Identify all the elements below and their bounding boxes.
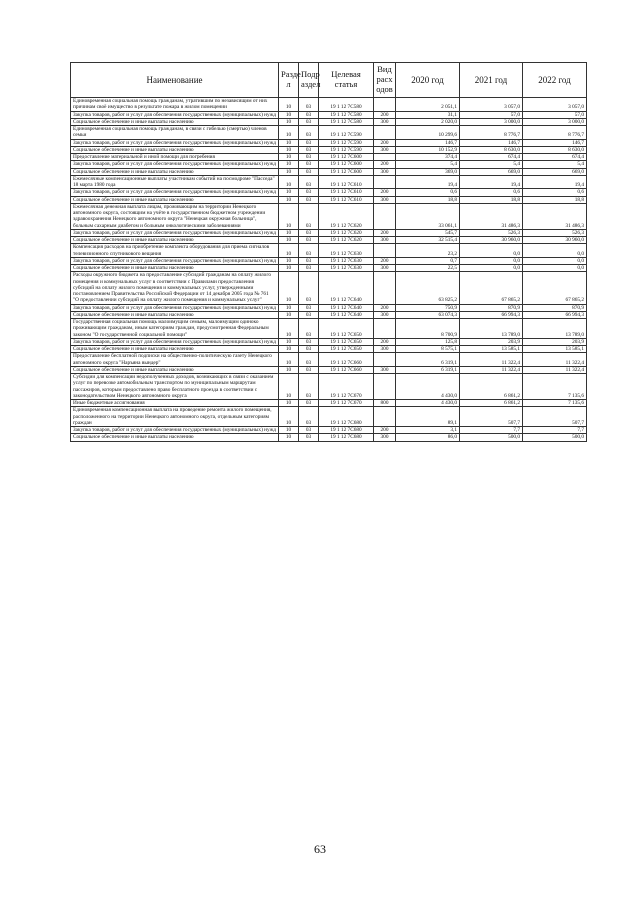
row-2020-cell: 369,0: [396, 168, 460, 175]
table-row: [71, 338, 587, 345]
row-expense-type-cell: [374, 98, 396, 112]
row-expense-type-cell: 200: [374, 189, 396, 196]
table-row: [71, 154, 587, 161]
row-target-cell: 19 1 12 7С620: [319, 229, 374, 236]
row-2022-cell: 30 960,0: [523, 237, 587, 244]
row-name-cell: Ежемесячные компенсационные выплаты участникам событий на посмодроме "Пасседа" 18 марта 1980 года: [71, 175, 279, 189]
row-expense-type-cell: 200: [374, 229, 396, 236]
col-header-2020: 2020 год: [396, 63, 460, 98]
row-section-cell: 10: [279, 244, 299, 258]
table-row: [71, 168, 587, 175]
row-2020-cell: 2 020,0: [396, 118, 460, 125]
row-2022-cell: 0,0: [523, 244, 587, 258]
row-expense-type-cell: [374, 272, 396, 304]
row-section-cell: 10: [279, 304, 299, 311]
row-2021-cell: 67 865,2: [460, 272, 523, 304]
row-target-cell: 19 1 12 7С630: [319, 244, 374, 258]
row-target-cell: 19 1 12 7С600: [319, 154, 374, 161]
col-header-2022: 2022 год: [523, 63, 587, 98]
row-2021-cell: 11 322,4: [460, 353, 523, 367]
row-2021-cell: 7,7: [460, 427, 523, 434]
table-row: [71, 139, 587, 146]
row-2021-cell: 31 486,3: [460, 203, 523, 229]
row-target-cell: 19 1 12 7С680: [319, 434, 374, 441]
row-2022-cell: 13 585,1: [523, 346, 587, 353]
row-2020-cell: 0,6: [396, 189, 460, 196]
row-section-cell: 10: [279, 346, 299, 353]
row-2020-cell: 4 430,0: [396, 374, 460, 400]
row-section-cell: 10: [279, 407, 299, 427]
row-subsection-cell: 03: [299, 111, 319, 118]
row-target-cell: 19 1 12 7С580: [319, 118, 374, 125]
table-row: [71, 175, 587, 189]
table-row: [71, 118, 587, 125]
row-section-cell: 10: [279, 400, 299, 407]
row-2020-cell: 146,7: [396, 139, 460, 146]
row-section-cell: 10: [279, 265, 299, 272]
row-name-cell: Закупка товаров, работ и услуг для обеспечения государственных (муниципальных) нужд: [71, 161, 279, 168]
row-2021-cell: 19,4: [460, 175, 523, 189]
row-subsection-cell: 03: [299, 229, 319, 236]
row-section-cell: 10: [279, 237, 299, 244]
row-subsection-cell: 03: [299, 139, 319, 146]
row-subsection-cell: 03: [299, 98, 319, 112]
row-2022-cell: 3 000,0: [523, 118, 587, 125]
row-2020-cell: 10 152,9: [396, 146, 460, 153]
row-target-cell: 19 1 12 7С640: [319, 304, 374, 311]
row-section-cell: 10: [279, 118, 299, 125]
table-row: [71, 98, 587, 112]
row-target-cell: 19 1 12 7С680: [319, 407, 374, 427]
row-target-cell: 19 1 12 7С620: [319, 203, 374, 229]
table-row: [71, 229, 587, 236]
row-section-cell: 10: [279, 338, 299, 345]
row-expense-type-cell: [374, 407, 396, 427]
row-2020-cell: 374,4: [396, 154, 460, 161]
row-section-cell: 10: [279, 111, 299, 118]
row-target-cell: 19 1 12 7С650: [319, 319, 374, 339]
row-target-cell: 19 1 12 7С650: [319, 346, 374, 353]
row-2022-cell: 526,3: [523, 229, 587, 236]
row-name-cell: Государственная социальная помощь малоимущим семьям, малоимущим одиноко проживающим гражданам, иным категориям граждан, предусмотренная Федеральным законом "О государственной социальной помощи": [71, 319, 279, 339]
row-subsection-cell: 03: [299, 272, 319, 304]
row-section-cell: 10: [279, 196, 299, 203]
table-row: [71, 366, 587, 373]
row-2020-cell: 18,8: [396, 196, 460, 203]
row-subsection-cell: 03: [299, 175, 319, 189]
row-2022-cell: 8 776,7: [523, 126, 587, 140]
row-expense-type-cell: [374, 203, 396, 229]
row-target-cell: 19 1 12 7С590: [319, 126, 374, 140]
row-2020-cell: 4 430,0: [396, 400, 460, 407]
row-name-cell: Закупка товаров, работ и услуг для обеспечения государственных (муниципальных) нужд: [71, 189, 279, 196]
row-2021-cell: 13 585,1: [460, 346, 523, 353]
row-expense-type-cell: [374, 374, 396, 400]
row-2021-cell: 5,4: [460, 161, 523, 168]
table-row: [71, 237, 587, 244]
row-expense-type-cell: [374, 353, 396, 367]
row-subsection-cell: 03: [299, 168, 319, 175]
row-name-cell: Социальное обеспечение и иные выплаты населению: [71, 366, 279, 373]
col-header-section: Разде л: [279, 63, 299, 98]
row-target-cell: 19 1 12 7С610: [319, 189, 374, 196]
row-section-cell: 10: [279, 319, 299, 339]
row-subsection-cell: 03: [299, 265, 319, 272]
row-2020-cell: 89,1: [396, 407, 460, 427]
row-2022-cell: 203,9: [523, 338, 587, 345]
row-2020-cell: 31,1: [396, 111, 460, 118]
row-2020-cell: 2 051,1: [396, 98, 460, 112]
row-expense-type-cell: [374, 244, 396, 258]
row-2022-cell: 0,6: [523, 189, 587, 196]
table-row: [71, 353, 587, 367]
row-2022-cell: 0,0: [523, 265, 587, 272]
row-target-cell: 19 1 12 7С640: [319, 272, 374, 304]
row-name-cell: Социальное обеспечение и иные выплаты населению: [71, 146, 279, 153]
row-target-cell: 19 1 12 7С580: [319, 111, 374, 118]
row-subsection-cell: 03: [299, 434, 319, 441]
row-target-cell: 19 1 12 7С680: [319, 427, 374, 434]
row-2021-cell: 3 000,0: [460, 118, 523, 125]
row-2021-cell: 66 994,3: [460, 311, 523, 318]
row-target-cell: 19 1 12 7С660: [319, 353, 374, 367]
row-name-cell: Закупка товаров, работ и услуг для обеспечения государственных (муниципальных) нужд: [71, 111, 279, 118]
row-2020-cell: 8 575,1: [396, 346, 460, 353]
row-expense-type-cell: 800: [374, 400, 396, 407]
row-2022-cell: 11 322,4: [523, 366, 587, 373]
row-subsection-cell: 03: [299, 161, 319, 168]
row-2021-cell: 526,3: [460, 229, 523, 236]
row-2020-cell: 10 299,6: [396, 126, 460, 140]
row-2020-cell: 33 061,1: [396, 203, 460, 229]
row-2021-cell: 0,6: [460, 189, 523, 196]
row-2022-cell: 66 994,3: [523, 311, 587, 318]
row-2022-cell: 870,9: [523, 304, 587, 311]
row-2021-cell: 0,0: [460, 265, 523, 272]
row-target-cell: 19 1 12 7С610: [319, 175, 374, 189]
row-subsection-cell: 03: [299, 346, 319, 353]
row-subsection-cell: 03: [299, 427, 319, 434]
row-2021-cell: 674,4: [460, 154, 523, 161]
table-row: [71, 257, 587, 264]
row-name-cell: Закупка товаров, работ и услуг для обеспечения государственных (муниципальных) нужд: [71, 257, 279, 264]
row-name-cell: Предоставление материальной и иной помощи для погребения: [71, 154, 279, 161]
row-2022-cell: 67 865,2: [523, 272, 587, 304]
row-expense-type-cell: 200: [374, 338, 396, 345]
row-subsection-cell: 03: [299, 374, 319, 400]
row-subsection-cell: 03: [299, 338, 319, 345]
col-header-target: Целевая статья: [319, 63, 374, 98]
row-2022-cell: 507,7: [523, 407, 587, 427]
row-section-cell: 10: [279, 175, 299, 189]
row-subsection-cell: 03: [299, 146, 319, 153]
table-row: [71, 434, 587, 441]
row-expense-type-cell: 300: [374, 346, 396, 353]
row-2021-cell: 30 960,0: [460, 237, 523, 244]
row-2020-cell: 545,7: [396, 229, 460, 236]
row-subsection-cell: 03: [299, 244, 319, 258]
row-2020-cell: 125,8: [396, 338, 460, 345]
table-header-row: [71, 63, 587, 98]
table-row: [71, 346, 587, 353]
col-header-subsection: Подр аздел: [299, 63, 319, 98]
row-2020-cell: 750,9: [396, 304, 460, 311]
row-section-cell: 10: [279, 154, 299, 161]
row-expense-type-cell: 200: [374, 257, 396, 264]
table-row: [71, 400, 587, 407]
row-subsection-cell: 03: [299, 118, 319, 125]
row-2021-cell: 6 861,2: [460, 400, 523, 407]
row-expense-type-cell: 300: [374, 434, 396, 441]
row-target-cell: 19 1 12 7С580: [319, 98, 374, 112]
row-section-cell: 10: [279, 229, 299, 236]
row-expense-type-cell: 300: [374, 366, 396, 373]
row-2021-cell: 13 789,0: [460, 319, 523, 339]
row-section-cell: 10: [279, 203, 299, 229]
row-expense-type-cell: 300: [374, 237, 396, 244]
row-target-cell: 19 1 12 7С650: [319, 338, 374, 345]
budget-table: [70, 62, 587, 442]
row-expense-type-cell: [374, 319, 396, 339]
row-subsection-cell: 03: [299, 203, 319, 229]
row-2022-cell: 31 486,3: [523, 203, 587, 229]
row-2022-cell: 5,4: [523, 161, 587, 168]
row-2022-cell: 500,0: [523, 434, 587, 441]
row-2020-cell: 0,7: [396, 257, 460, 264]
row-name-cell: Социальное обеспечение и иные выплаты населению: [71, 265, 279, 272]
table-row: [71, 427, 587, 434]
table-row: [71, 311, 587, 318]
row-name-cell: Социальное обеспечение и иные выплаты населению: [71, 118, 279, 125]
row-name-cell: Компенсация расходов на приобретение комплекта оборудования для приема сигналов телевизионного спутникового вещания: [71, 244, 279, 258]
table-row: [71, 189, 587, 196]
row-2022-cell: 669,0: [523, 168, 587, 175]
row-2021-cell: 870,9: [460, 304, 523, 311]
row-name-cell: Иные бюджетные ассигнования: [71, 400, 279, 407]
row-subsection-cell: 03: [299, 237, 319, 244]
col-header-expense-type: Вид расх одов: [374, 63, 396, 98]
row-section-cell: 10: [279, 98, 299, 112]
row-section-cell: 10: [279, 126, 299, 140]
row-2022-cell: 57,0: [523, 111, 587, 118]
row-name-cell: Социальное обеспечение и иные выплаты населению: [71, 346, 279, 353]
row-subsection-cell: 03: [299, 353, 319, 367]
row-2021-cell: 3 057,0: [460, 98, 523, 112]
row-2021-cell: 146,7: [460, 139, 523, 146]
row-2020-cell: 22,5: [396, 265, 460, 272]
row-subsection-cell: 03: [299, 319, 319, 339]
row-expense-type-cell: 200: [374, 161, 396, 168]
row-2020-cell: 6 319,1: [396, 366, 460, 373]
row-name-cell: Социальное обеспечение и иные выплаты населению: [71, 237, 279, 244]
row-expense-type-cell: 200: [374, 139, 396, 146]
row-expense-type-cell: 300: [374, 118, 396, 125]
row-2020-cell: 63 825,2: [396, 272, 460, 304]
row-subsection-cell: 03: [299, 400, 319, 407]
row-target-cell: 19 1 12 7С660: [319, 366, 374, 373]
row-2022-cell: 8 630,0: [523, 146, 587, 153]
row-expense-type-cell: 300: [374, 196, 396, 203]
table-row: [71, 265, 587, 272]
row-2022-cell: 19,4: [523, 175, 587, 189]
row-subsection-cell: 03: [299, 311, 319, 318]
row-2021-cell: 57,0: [460, 111, 523, 118]
table-row: [71, 304, 587, 311]
row-target-cell: 19 1 12 7С640: [319, 311, 374, 318]
row-subsection-cell: 03: [299, 304, 319, 311]
row-2022-cell: 3 057,0: [523, 98, 587, 112]
row-target-cell: 19 1 12 7С600: [319, 168, 374, 175]
row-section-cell: 10: [279, 257, 299, 264]
row-2020-cell: 32 515,4: [396, 237, 460, 244]
row-expense-type-cell: 300: [374, 265, 396, 272]
row-name-cell: Субсидии для компенсации недополученных доходов, возникающих в связи с оказанием услуг по перевозке автомобильным транспортом по муниципальным маршрутам пассажиров, которым предоставлено право бесплатного проезда в соответствии с законодательством Ненецкого автономного округа: [71, 374, 279, 400]
row-name-cell: Закупка товаров, работ и услуг для обеспечения государственных (муниципальных) нужд: [71, 304, 279, 311]
table-row: [71, 319, 587, 339]
row-name-cell: Единовременная компенсационная выплата на проведение ремонта жилого помещения, расположенного на территории Ненецкого автономного округа, отдельным категориям граждан: [71, 407, 279, 427]
row-expense-type-cell: 300: [374, 146, 396, 153]
table-row: [71, 244, 587, 258]
row-section-cell: 10: [279, 146, 299, 153]
table-row: [71, 374, 587, 400]
row-section-cell: 10: [279, 353, 299, 367]
row-section-cell: 10: [279, 272, 299, 304]
row-2020-cell: 23,2: [396, 244, 460, 258]
row-name-cell: Ежемесячная денежная выплата лицам, проживающим на территории Ненецкого автономного округа, состоящим на учёте в государственном бюджетном учреждении здравоохранения Ненецкого автономного округа "Ненецкая окружная больница", больным сахарным диабетом и больным онкологическими заболеваниями: [71, 203, 279, 229]
row-2022-cell: 13 789,0: [523, 319, 587, 339]
table-body: [71, 98, 587, 442]
row-name-cell: Закупка товаров, работ и услуг для обеспечения государственных (муниципальных) нужд: [71, 338, 279, 345]
row-2022-cell: 7,7: [523, 427, 587, 434]
row-2020-cell: 63 074,3: [396, 311, 460, 318]
row-2021-cell: 203,9: [460, 338, 523, 345]
row-expense-type-cell: 300: [374, 311, 396, 318]
row-section-cell: 10: [279, 374, 299, 400]
row-target-cell: 19 1 12 7С590: [319, 146, 374, 153]
col-header-name: Наименование: [71, 63, 279, 98]
row-2021-cell: 18,8: [460, 196, 523, 203]
row-subsection-cell: 03: [299, 366, 319, 373]
row-2022-cell: 0,0: [523, 257, 587, 264]
row-subsection-cell: 03: [299, 196, 319, 203]
table-row: [71, 203, 587, 229]
row-expense-type-cell: [374, 154, 396, 161]
row-expense-type-cell: 200: [374, 304, 396, 311]
row-subsection-cell: 03: [299, 189, 319, 196]
table-row: [71, 196, 587, 203]
row-2020-cell: 86,0: [396, 434, 460, 441]
row-target-cell: 19 1 12 7С620: [319, 237, 374, 244]
row-2021-cell: 8 630,0: [460, 146, 523, 153]
table-row: [71, 161, 587, 168]
row-2021-cell: 0,0: [460, 257, 523, 264]
row-2020-cell: 3,1: [396, 427, 460, 434]
row-name-cell: Единовременная социальная помощь гражданам, утратившим по независящим от них причинам своё имущество в результате пожара в жилом помещении: [71, 98, 279, 112]
row-target-cell: 19 1 12 7С630: [319, 257, 374, 264]
table-row: [71, 111, 587, 118]
row-section-cell: 10: [279, 427, 299, 434]
row-name-cell: Закупка товаров, работ и услуг для обеспечения государственных (муниципальных) нужд: [71, 427, 279, 434]
row-subsection-cell: 03: [299, 154, 319, 161]
row-section-cell: 10: [279, 189, 299, 196]
row-section-cell: 10: [279, 161, 299, 168]
row-target-cell: 19 1 12 7С610: [319, 196, 374, 203]
table-row: [71, 407, 587, 427]
col-header-2021: 2021 год: [460, 63, 523, 98]
row-section-cell: 10: [279, 366, 299, 373]
row-name-cell: Единовременная социальная помощь гражданам, в связи с гибелью (смертью) членов семьи: [71, 126, 279, 140]
row-name-cell: Социальное обеспечение и иные выплаты населению: [71, 434, 279, 441]
row-2022-cell: 11 322,4: [523, 353, 587, 367]
row-2022-cell: 7 135,6: [523, 400, 587, 407]
row-2021-cell: 0,0: [460, 244, 523, 258]
table-row: [71, 272, 587, 304]
row-target-cell: 19 1 12 7С590: [319, 139, 374, 146]
row-section-cell: 10: [279, 168, 299, 175]
row-2020-cell: 8 700,9: [396, 319, 460, 339]
row-section-cell: 10: [279, 434, 299, 441]
row-2021-cell: 669,0: [460, 168, 523, 175]
row-section-cell: 10: [279, 311, 299, 318]
row-2021-cell: 507,7: [460, 407, 523, 427]
row-subsection-cell: 03: [299, 407, 319, 427]
row-name-cell: Предоставление бесплатной подписки на общественно-политическую газету Ненецкого автономного округа "Наръяна вындер": [71, 353, 279, 367]
row-section-cell: 10: [279, 139, 299, 146]
row-name-cell: Социальное обеспечение и иные выплаты населению: [71, 311, 279, 318]
row-name-cell: Социальное обеспечение и иные выплаты населению: [71, 196, 279, 203]
row-2021-cell: 8 776,7: [460, 126, 523, 140]
row-name-cell: Расходы окружного бюджета на предоставление субсидий гражданам на оплату жилого помещения и коммунальных услуг в соответствии с Правилами предоставления субсидий на оплату жилого помещения и коммунальных услуг, утвержденными постановлением Правительства Российской Федерации от 14 декабря 2005 года № 761 "О предоставлении субсидий на оплату жилого помещения и коммунальных услуг": [71, 272, 279, 304]
row-2020-cell: 5,4: [396, 161, 460, 168]
row-expense-type-cell: [374, 175, 396, 189]
row-expense-type-cell: [374, 126, 396, 140]
row-subsection-cell: 03: [299, 126, 319, 140]
row-2020-cell: 6 319,1: [396, 353, 460, 367]
row-2021-cell: 11 322,4: [460, 366, 523, 373]
row-expense-type-cell: 300: [374, 168, 396, 175]
row-target-cell: 19 1 12 7С600: [319, 161, 374, 168]
row-2021-cell: 500,0: [460, 434, 523, 441]
row-target-cell: 19 1 12 7С670: [319, 374, 374, 400]
row-2022-cell: 674,4: [523, 154, 587, 161]
table-row: [71, 146, 587, 153]
row-name-cell: Закупка товаров, работ и услуг для обеспечения государственных (муниципальных) нужд: [71, 229, 279, 236]
row-2022-cell: 146,7: [523, 139, 587, 146]
row-target-cell: 19 1 12 7С670: [319, 400, 374, 407]
row-subsection-cell: 03: [299, 257, 319, 264]
row-expense-type-cell: 200: [374, 427, 396, 434]
row-2021-cell: 6 861,2: [460, 374, 523, 400]
table-row: [71, 126, 587, 140]
row-target-cell: 19 1 12 7С630: [319, 265, 374, 272]
row-expense-type-cell: 200: [374, 111, 396, 118]
row-2022-cell: 7 135,6: [523, 374, 587, 400]
row-2020-cell: 19,4: [396, 175, 460, 189]
row-name-cell: Социальное обеспечение и иные выплаты населению: [71, 168, 279, 175]
page-number: 63: [314, 842, 326, 856]
row-2022-cell: 18,8: [523, 196, 587, 203]
row-name-cell: Закупка товаров, работ и услуг для обеспечения государственных (муниципальных) нужд: [71, 139, 279, 146]
